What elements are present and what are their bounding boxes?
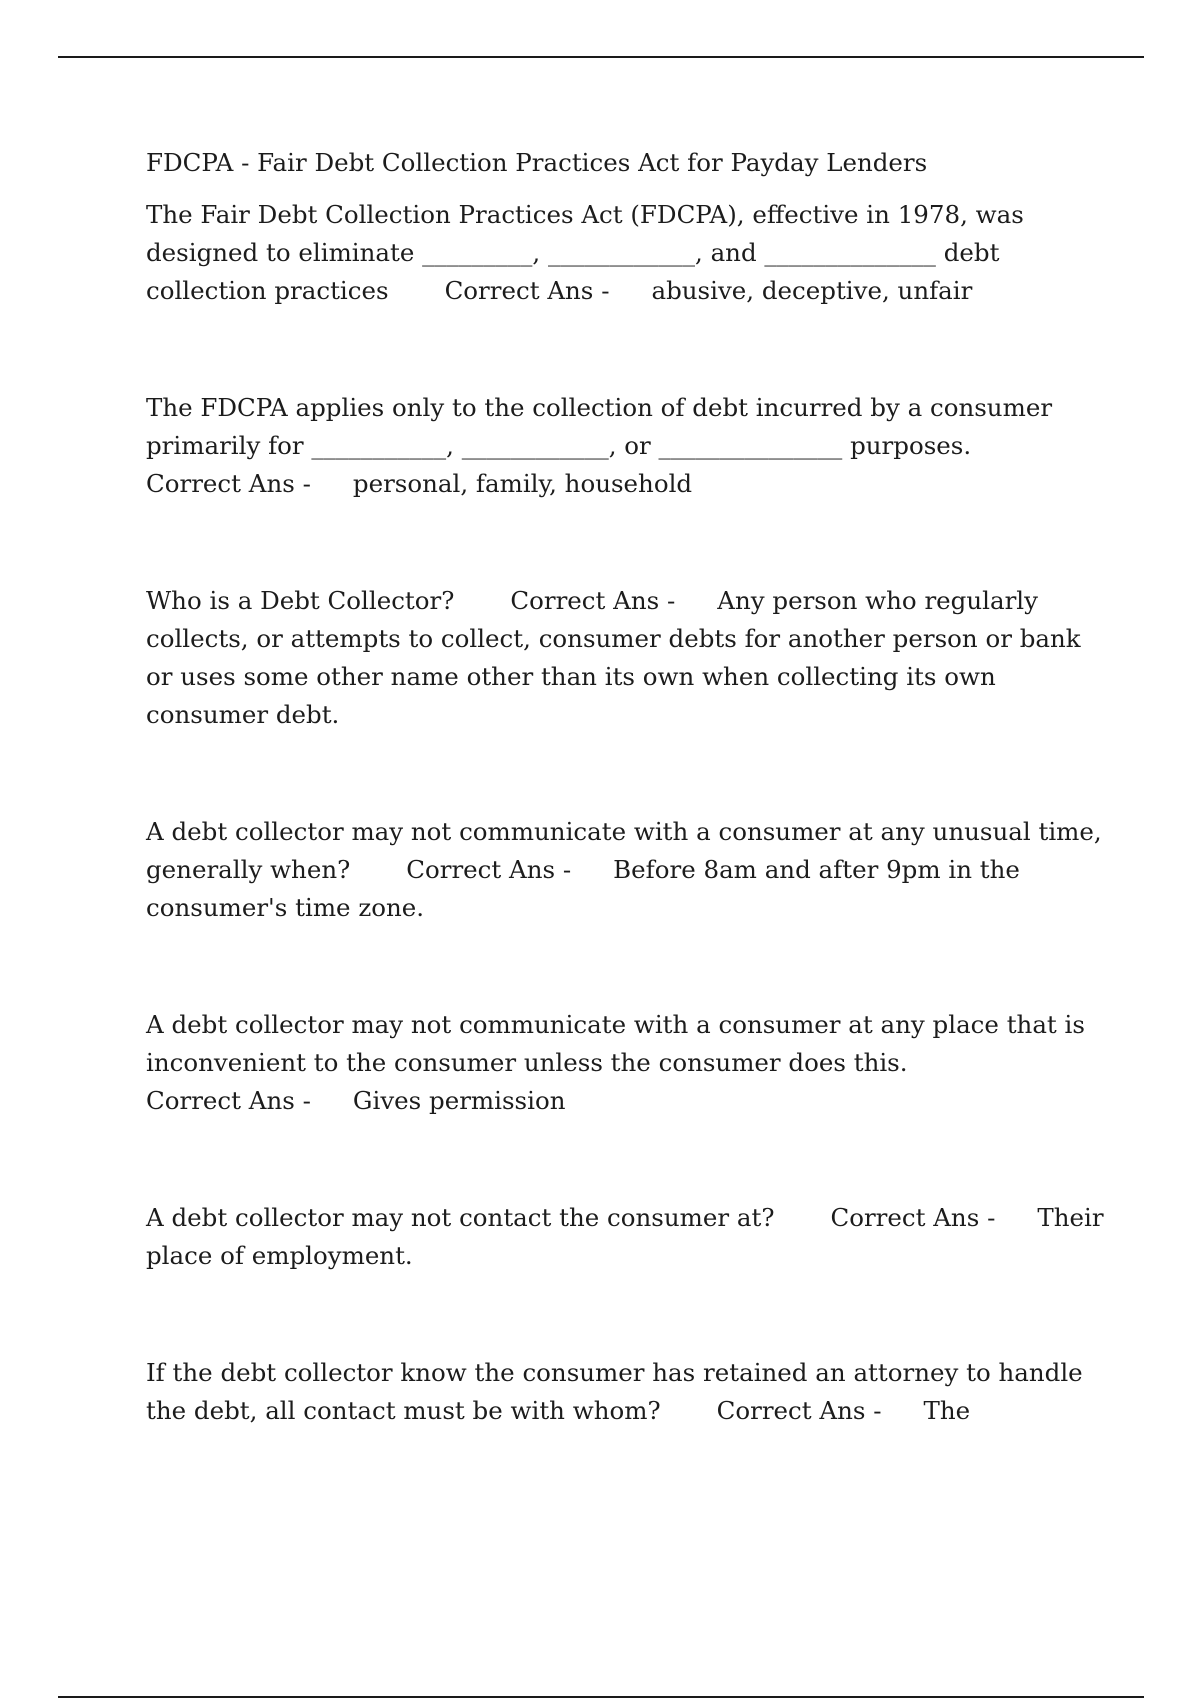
qa-item-4 bbox=[146, 813, 1106, 927]
question-text: If the debt collector know the consumer has retained an attorney to handle the debt, all contact must be with whom? bbox=[146, 1358, 1083, 1425]
document-title: FDCPA - Fair Debt Collection Practices Act for Payday Lenders bbox=[146, 148, 928, 177]
question-text: A debt collector may not communicate with a consumer at any place that is inconvenient to the consumer unless the consumer does this. bbox=[146, 1010, 1085, 1077]
document-body bbox=[146, 144, 1106, 1430]
qa-item-2 bbox=[146, 389, 1106, 503]
answer-text: The bbox=[923, 1396, 971, 1425]
answer-text: Their place of employment. bbox=[146, 1203, 1104, 1270]
answer-label: Correct Ans bbox=[406, 855, 556, 884]
question-text: Who is a Debt Collector? bbox=[146, 586, 455, 615]
answer-text: Gives permission bbox=[352, 1086, 566, 1115]
qa-item-1 bbox=[146, 196, 1106, 310]
qa-item-6 bbox=[146, 1199, 1106, 1275]
header-rule bbox=[58, 56, 1144, 58]
answer-text: personal, family, household bbox=[352, 469, 693, 498]
answer-separator: - bbox=[562, 855, 572, 884]
answer-text: Before 8am and after 9pm in the consumer's time zone. bbox=[146, 855, 1020, 922]
footer-rule bbox=[58, 1696, 1144, 1698]
qa-item-5 bbox=[146, 1006, 1106, 1120]
answer-separator: - bbox=[873, 1396, 882, 1425]
question-text: The Fair Debt Collection Practices Act (FDCPA), effective in 1978, was designed to eliminate _________, ____________, and ______________ debt collection practices bbox=[146, 200, 1024, 305]
answer-text: Any person who regularly collects, or attempts to collect, consumer debts for another person or bank or uses some other name other than its own when collecting its own consumer debt. bbox=[146, 586, 1081, 729]
answer-separator: - bbox=[667, 586, 676, 615]
qa-item-7 bbox=[146, 1354, 1106, 1430]
answer-label: Correct Ans bbox=[510, 586, 660, 615]
question-text: The FDCPA applies only to the collection of debt incurred by a consumer primarily for ___________, ____________, or _______________ purposes. bbox=[146, 393, 1053, 460]
answer-label: Correct Ans bbox=[830, 1203, 980, 1232]
answer-separator: - bbox=[302, 469, 311, 498]
answer-text: abusive, deceptive, unfair bbox=[651, 276, 973, 305]
answer-label: Correct Ans bbox=[146, 469, 295, 498]
answer-label: Correct Ans bbox=[146, 1086, 295, 1115]
question-text: A debt collector may not communicate with a consumer at any unusual time, generally when? bbox=[146, 817, 1102, 884]
answer-label: Correct Ans bbox=[444, 276, 594, 305]
answer-separator: - bbox=[987, 1203, 996, 1232]
answer-label: Correct Ans bbox=[716, 1396, 866, 1425]
answer-separator: - bbox=[302, 1086, 311, 1115]
answer-separator: - bbox=[601, 276, 610, 305]
qa-item-3 bbox=[146, 582, 1106, 734]
question-text: A debt collector may not contact the consumer at? bbox=[146, 1203, 775, 1232]
